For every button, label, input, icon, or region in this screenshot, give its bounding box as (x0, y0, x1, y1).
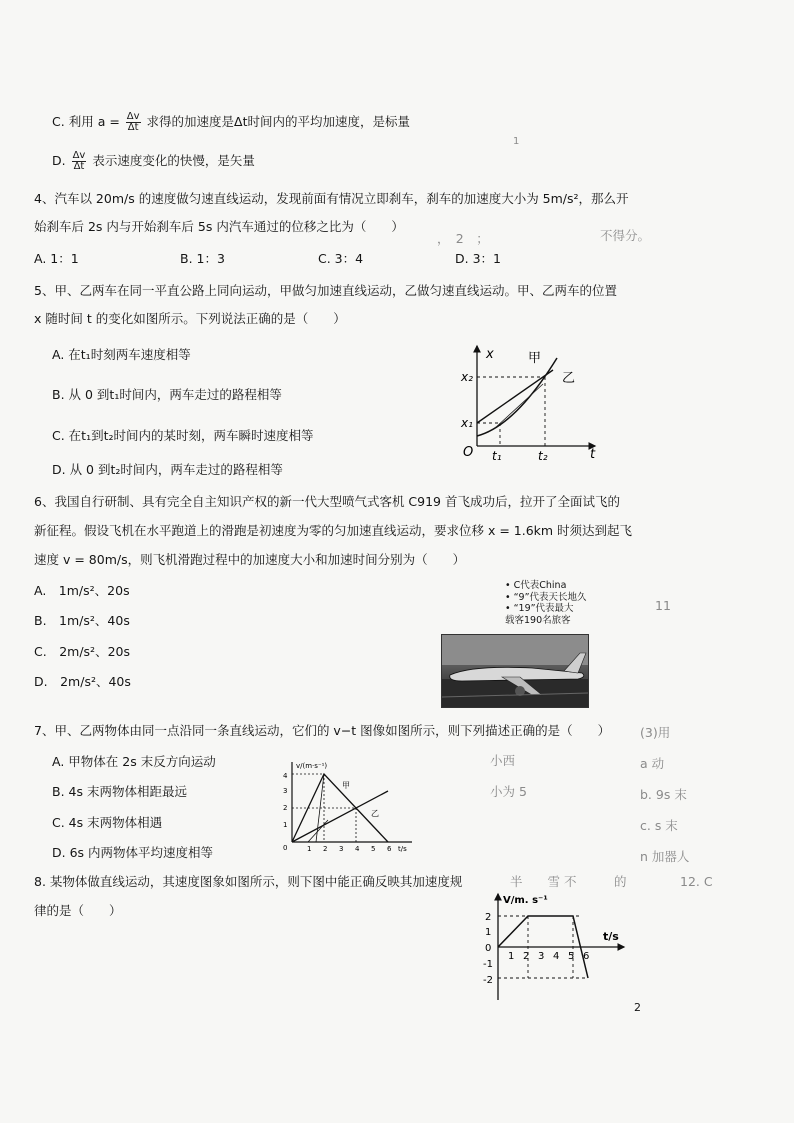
bleed-middle-column (490, 745, 527, 807)
fraction-numerator: Δv (126, 111, 140, 122)
fraction (126, 112, 141, 133)
bleed-text: 不得分。 (600, 228, 651, 243)
q5-option-c: C. 在t₁到t₂时间内的某时刻，两车瞬时速度相等 (52, 428, 314, 443)
x-tick: 5 (371, 845, 376, 853)
x-tick: 3 (538, 951, 545, 962)
question-4-line-1: 4、汽车以 20m/s 的速度做匀速直线运动，发现前面有情况立即刹车，刹车的加速度大小为 5m/s²，那么开 (34, 191, 629, 206)
caption-line: • C代表China (505, 580, 567, 591)
stray-mark: 1 (513, 136, 520, 147)
q7-option-b: B. 4s 末两物体相距最远 (52, 784, 187, 799)
question-6-line-3: 速度 v = 80m/s，则飞机滑跑过程中的加速度大小和加速时间分别为（ ） (34, 552, 466, 567)
q4-option-a: A. 1：1 (34, 251, 79, 266)
question-6-line-1: 6、我国自行研制、具有完全自主知识产权的新一代大型喷气式客机 C919 首飞成功后，拉开了全面试飞的 (34, 494, 620, 509)
q5-option-d: D. 从 0 到t₂时间内，两车走过的路程相等 (52, 462, 283, 477)
axis-label-v: v/(m·s⁻¹) (296, 762, 328, 770)
x-tick: 2 (523, 951, 530, 962)
origin-label: 0 (283, 844, 288, 852)
stray-marks: ， 2 ； (437, 231, 489, 246)
option-text: 利用 (68, 114, 94, 129)
option-label: D. (52, 153, 66, 168)
x-tick: 5 (568, 951, 575, 962)
line-yi (477, 370, 553, 423)
y-tick: 1 (283, 821, 288, 829)
label-jia: 甲 (528, 351, 542, 366)
q7-option-c: C. 4s 末两物体相遇 (52, 815, 163, 830)
option-label: C. (52, 114, 65, 129)
y-tick: 2 (485, 912, 492, 923)
tick-x2: x₂ (461, 370, 473, 384)
bleed-line: b. 9s 末 (640, 787, 687, 802)
fraction-numerator: Δv (72, 150, 86, 161)
tick-t2: t₂ (538, 449, 548, 463)
bleed-number: 11 (655, 598, 671, 613)
option-text: 求得的加速度是Δt时间内的平均加速度，是标量 (146, 114, 410, 129)
x-tick: 1 (307, 845, 312, 853)
q5-option-a: A. 在t₁时刻两车速度相等 (52, 347, 191, 362)
question-8-line-2: 律的是（ ） (34, 903, 122, 918)
question-7-line-1: 7、甲、乙两物体由同一点沿同一条直线运动，它们的 v−t 图像如图所示，则下列描述正确的是（ ） (34, 723, 611, 738)
bleed-line: 小西 (490, 753, 516, 768)
label-yi: 乙 (562, 371, 576, 386)
bleed-right-column (640, 717, 689, 872)
question-6-line-2: 新征程。假设飞机在水平跑道上的滑跑是初速度为零的匀加速直线运动，要求位移 x = 1.6km 时须达到起飞 (34, 523, 633, 538)
page-number: 2 (634, 1001, 641, 1014)
q4-option-b: B. 1：3 (180, 251, 225, 266)
axis-label-t: t/s (398, 845, 407, 853)
airplane-icon (442, 635, 588, 707)
fraction-denominator: Δt (73, 161, 85, 172)
q4-option-d: D. 3：1 (455, 251, 501, 266)
q7-option-a: A. 甲物体在 2s 末反方向运动 (52, 754, 216, 769)
x-tick: 2 (323, 845, 328, 853)
y-tick: 3 (283, 787, 288, 795)
axis-label-v: V/m. s⁻¹ (503, 895, 548, 906)
tick-x1: x₁ (461, 416, 473, 430)
q8-velocity-time-graph (472, 888, 632, 1006)
origin-label: O (463, 445, 474, 460)
q4-option-c: C. 3：4 (318, 251, 364, 266)
bleed-line: c. s 末 (640, 818, 678, 833)
fraction-denominator: Δt (127, 122, 139, 133)
fraction (72, 151, 87, 172)
label-jia: 甲 (342, 781, 350, 790)
caption-line: • “9”代表天长地久 (505, 591, 587, 603)
x-tick: 1 (508, 951, 515, 962)
x-tick: 6 (583, 951, 590, 962)
label-yi: 乙 (371, 809, 379, 818)
formula-lhs: a = (97, 114, 120, 129)
bleed-line: n 加器人 (640, 849, 690, 864)
option-d-line (52, 151, 255, 172)
caption-line: 载客190名旅客 (505, 614, 571, 626)
q6-option-d: D. 2m/s²、40s (34, 674, 131, 689)
q6-option-a: A. 1m/s²、20s (34, 583, 130, 598)
y-tick: 2 (283, 804, 288, 812)
bleed-line: a 动 (640, 756, 665, 771)
caption-line: • “19”代表最大 (505, 603, 574, 614)
q5-position-time-graph (455, 340, 605, 465)
question-4-line-2: 始刹车后 2s 内与开始刹车后 5s 内汽车通过的位移之比为（ ） (34, 219, 404, 234)
bleed-text: 半 雪 不 的 (510, 874, 627, 889)
y-tick: 4 (283, 772, 288, 780)
q5-option-b: B. 从 0 到t₁时间内，两车走过的路程相等 (52, 387, 282, 402)
q7-option-d: D. 6s 内两物体平均速度相等 (52, 845, 214, 860)
q6-option-b: B. 1m/s²、40s (34, 613, 130, 628)
y-tick: 1 (485, 927, 492, 938)
x-tick: 4 (355, 845, 360, 853)
tick-t1: t₁ (492, 449, 502, 463)
y-tick: -1 (483, 959, 493, 970)
c919-aircraft-photo (441, 634, 589, 708)
x-tick: 3 (339, 845, 344, 853)
q6-option-c: C. 2m/s²、20s (34, 644, 130, 659)
x-tick: 4 (553, 951, 560, 962)
question-8-line-1: 8. 某物体做直线运动，其速度图象如图所示，则下图中能正确反映其加速度规 (34, 874, 463, 889)
photo-caption (505, 580, 587, 626)
x-tick: 6 (387, 845, 392, 853)
option-c-line (52, 112, 410, 133)
axis-label-x: x (486, 347, 494, 362)
question-5-line-2: x 随时间 t 的变化如图所示。下列说法正确的是（ ） (34, 311, 346, 326)
option-text: 表示速度变化的快慢，是矢量 (92, 153, 255, 168)
bleed-line: 小为 5 (490, 784, 527, 799)
y-tick: -2 (483, 975, 493, 986)
y-tick: 0 (485, 943, 492, 954)
question-5-line-1: 5、甲、乙两车在同一平直公路上同向运动，甲做匀加速直线运动，乙做匀速直线运动。甲、乙两车的位置 (34, 283, 617, 298)
axis-label-t: t (590, 447, 596, 462)
q7-velocity-time-graph (278, 758, 418, 854)
bleed-line: (3)用 (640, 725, 671, 740)
bleed-text: 12. C (680, 874, 713, 889)
axis-label-t: t/s (603, 930, 619, 943)
